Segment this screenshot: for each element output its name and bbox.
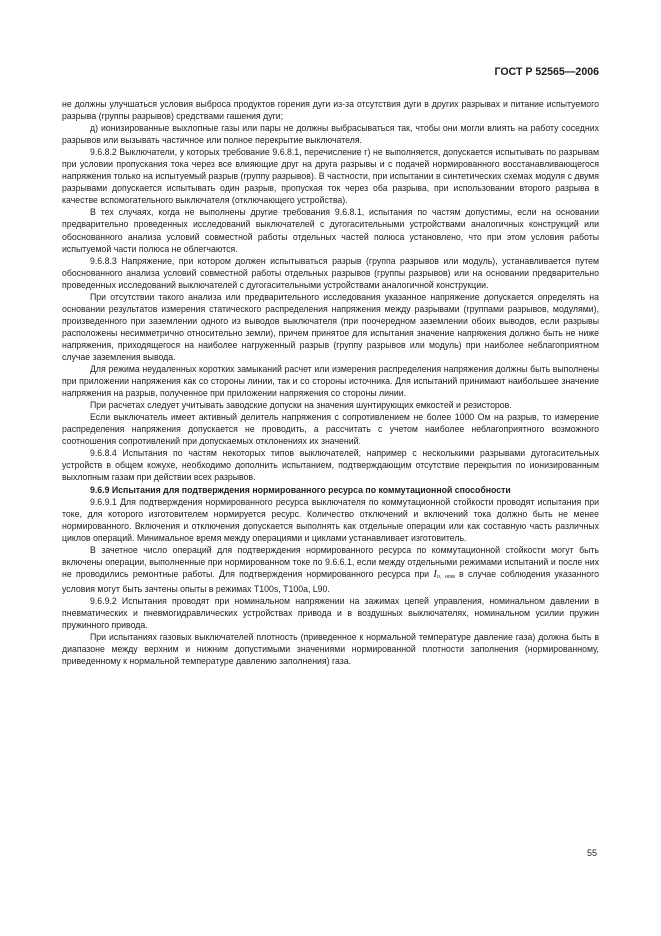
section-heading: 9.6.9 Испытания для подтверждения нормированного ресурса по коммутационной способности — [90, 484, 511, 495]
paragraph: 9.6.8.4 Испытания по частям некоторых типов выключателей, например с несколькими разрывами дугогасительных устройств в общем кожухе, необходимо дополнить испытанием, подтверждающим отсутствие перекрытия по ионизированным выхлопным газам при действии всех разрывов. — [62, 448, 599, 483]
paragraph: При отсутствии такого анализа или предварительного исследования указанное напряжение допускается определять на основании результатов измерения статического распределения напряжения между разрывами (группами разрывов, модулями), произведенного при заземлении одного из выводов выключателя (при поочередном заземлении обоих выводов, если разрывы расположены несимметрично относительно земли), причем принятое для испытания значение напряжения должно быть не ниже напряжения, приходящегося на наиболее нагруженный разрыв (группу разрывов или модуль) при наиболее неблагоприятном случае заземления вывода. — [62, 291, 599, 362]
paragraph: не должны улучшаться условия выброса продуктов горения дуги из-за отсутствия дуги в других разрывах и питание испытуемого разрыва (группы разрывов) средствами гашения дуги; — [62, 99, 599, 122]
page-number: 55 — [586, 848, 597, 858]
current-symbol: I — [433, 568, 437, 580]
paragraph: Для режима неудаленных коротких замыканий расчет или измерения распределения напряжения должны быть выполнены при приложении напряжения как со стороны линии, так и со стороны источника. Для испытаний принимают наибольшее значение напряжения на разрыв, полученное при приложении напряжения со стороны линии. — [62, 364, 599, 399]
credit-text-after: в случае соблюдения указанного условия могут быть зачтены опыты в режимах Т100s, Т100a, L90. — [62, 568, 599, 594]
document-code: ГОСТ Р 52565—2006 — [494, 66, 599, 78]
paragraph: 9.6.9.1 Для подтверждения нормированного ресурса выключателя по коммутационной стойкости проводят испытания при токе, для которого изготовителем нормируется ресурс. Количество отключений и включений тока должно быть не менее нормированного. Включения и отключения допускается выполнять как отдельные операции или как составную часть различных циклов операций. Минимальное время между операциями и циклами устанавливает изготовитель. — [62, 496, 599, 543]
paragraph: Если выключатель имеет активный делитель напряжения с сопротивлением не более 1000 Ом на разрыв, то измерение распределения напряжения допускается не проводить, а рассчитать с учетом наиболее неблагоприятного возможного соотношения сопротивлений при допускаемых отклонениях их значений. — [62, 412, 599, 447]
page-body — [62, 98, 599, 667]
paragraph: 9.6.8.3 Напряжение, при котором должен испытываться разрыв (группа разрывов или модуль), устанавливается путем обоснованного анализа условий совместной работы отдельных разрывов (группы разрывов) или на основании предварительно проведенных исследований выключателей с дугогасительными устройствами аналогичной конструкции. — [62, 255, 599, 290]
paragraph: При испытаниях газовых выключателей плотность (приведенное к нормальной температуре давление газа) должна быть в диапазоне между верхним и нижним допустимыми значениями нормированной плотности заполнения (нормированному, приведенному к нормальной температуре давлению заполнения) газа. — [62, 632, 599, 667]
paragraph: д) ионизированные выхлопные газы или пары не должны выбрасываться так, чтобы они могли влиять на работу соседних разрывов или вызывать частичное или полное перекрытие выключателя. — [62, 123, 599, 146]
paragraph: 9.6.8.2 Выключатели, у которых требование 9.6.8.1, перечисление г) не выполняется, допускается испытывать по разрывам при условии пропускания тока через все влияющие друг на друга разрывы и с подачей нормированного восстанавливающегося напряжения только на испытуемый разрыв (группу разрывов). В частности, при испытании в синтетических схемах модуля с двумя разрывами допускается испытывать один разрыв, пропуская ток через оба разрыва, при использовании второго разрыва в качестве вспомогательного выключателя (отключающего устройства). — [62, 147, 599, 206]
paragraph-credit — [62, 544, 599, 595]
current-symbol-subscript: о, ном — [436, 573, 455, 580]
paragraph: 9.6.9.2 Испытания проводят при номинальном напряжении на зажимах цепей управления, номинальном давлении в пневматических и пневмогидравлических устройствах привода и в воздушных выключателях, номинальном усилии пружин пружинного привода. — [62, 595, 599, 631]
paragraph: В тех случаях, когда не выполнены другие требования 9.6.8.1, испытания по частям допустимы, если на основании предварительно проведенных исследований выключателей с дугогасительными устройствами аналогичных конструкций или обоснованного анализа условий совместной работы отдельных частей полюса установлено, что при этом условия работы испытуемой части полюса не облегчаются. — [62, 207, 599, 254]
paragraph: При расчетах следует учитывать заводские допуски на значения шунтирующих емкостей и резисторов. — [90, 400, 512, 411]
credit-text-before: В зачетное число операций для подтверждения нормированного ресурса по коммутационной стойкости могут быть включены операции, выполненные при нормированном токе по 9.6.6.1, если между отдельными режимами испытаний и после них не проводились ремонтные работы. Для подтверждения нормированного ресурса при — [62, 544, 599, 579]
